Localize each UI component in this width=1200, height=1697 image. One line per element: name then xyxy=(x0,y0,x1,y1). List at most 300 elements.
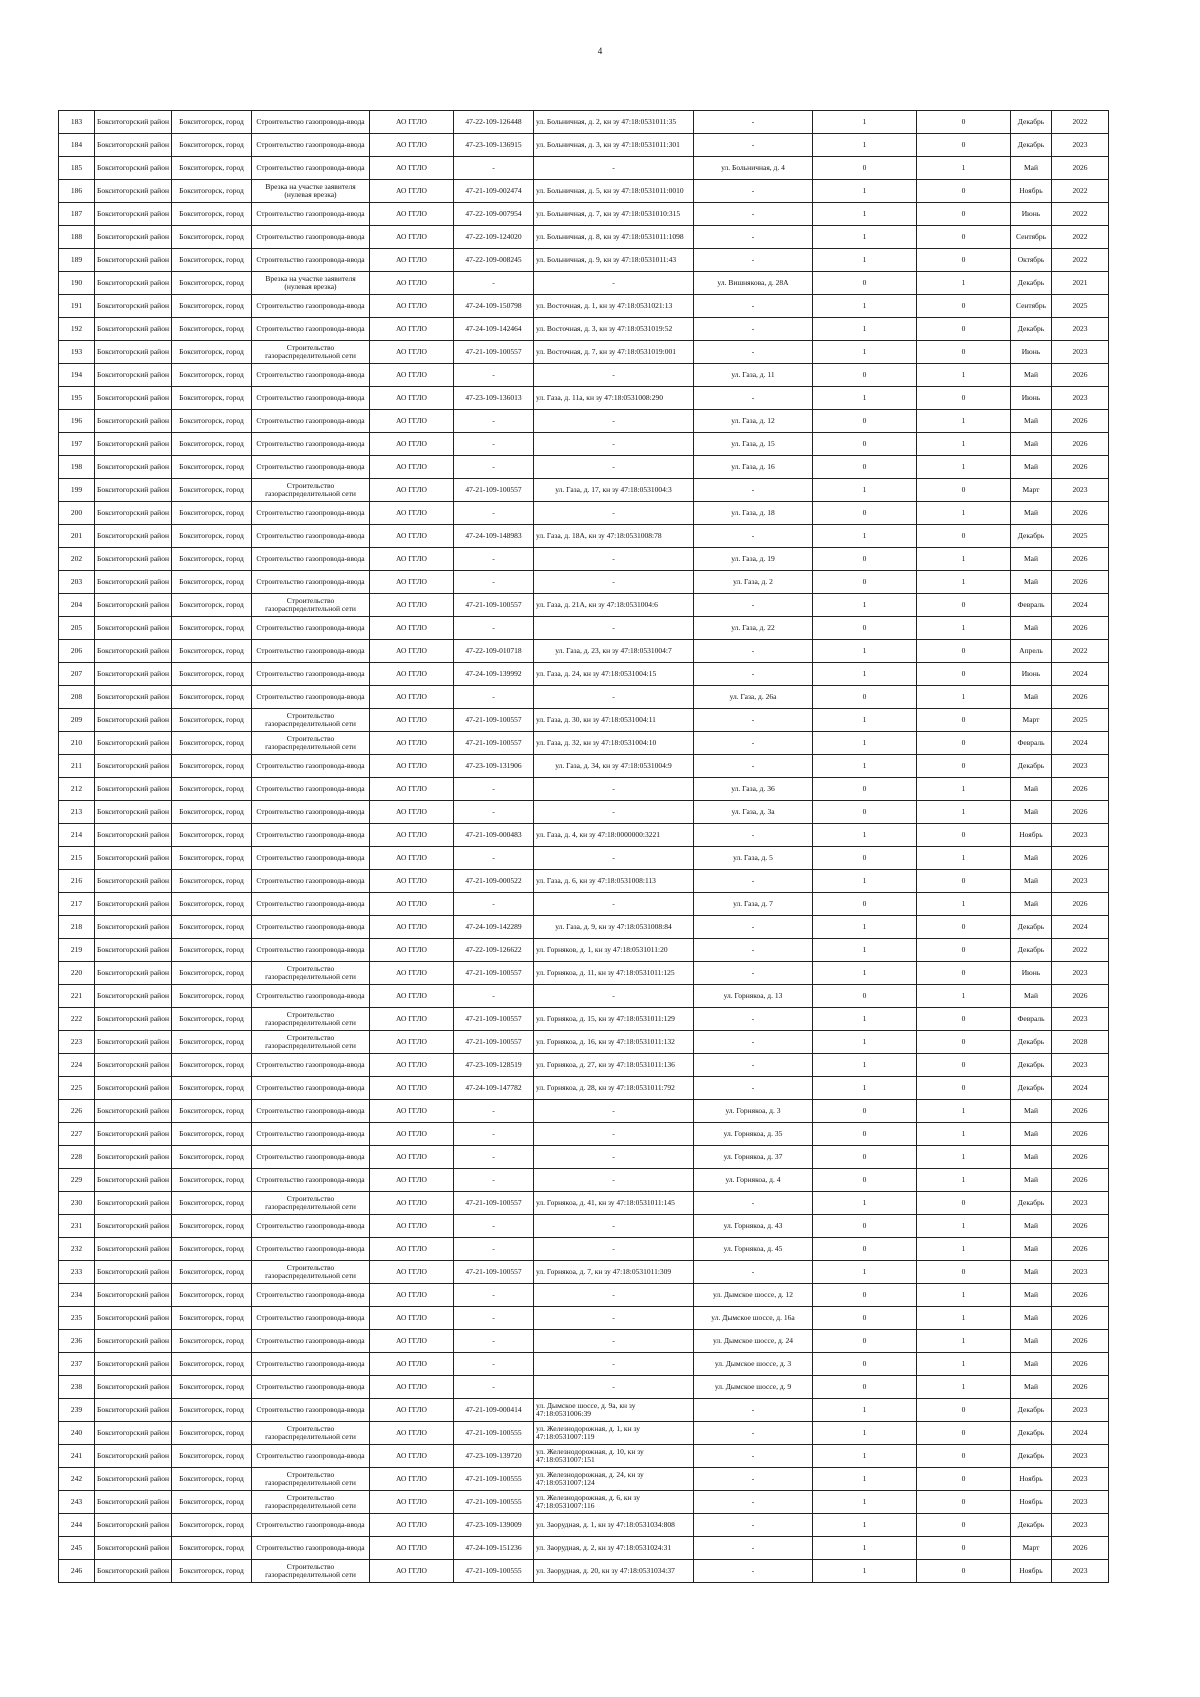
district-cell: Бокситогорский район xyxy=(95,111,172,134)
organization-cell: АО ГГЛО xyxy=(370,387,454,410)
count-b-cell: 0 xyxy=(917,318,1011,341)
cadastral-address-cell: - xyxy=(534,272,694,295)
table-row xyxy=(59,732,1109,755)
district-cell: Бокситогорский район xyxy=(95,732,172,755)
table-row xyxy=(59,180,1109,203)
application-number-cell: 47-21-109-100555 xyxy=(454,1560,534,1583)
cadastral-address-cell: - xyxy=(534,502,694,525)
address-cell: - xyxy=(694,525,813,548)
work-type-cell: Строительство газопровода-ввода xyxy=(252,755,370,778)
table-row xyxy=(59,249,1109,272)
count-b-cell: 0 xyxy=(917,640,1011,663)
count-a-cell: 0 xyxy=(813,1330,917,1353)
organization-cell: АО ГГЛО xyxy=(370,341,454,364)
row-number: 183 xyxy=(59,111,95,134)
year-cell: 2023 xyxy=(1052,1192,1109,1215)
year-cell: 2026 xyxy=(1052,893,1109,916)
month-cell: Сентябрь xyxy=(1011,226,1052,249)
settlement-cell: Бокситогорск, город xyxy=(172,203,252,226)
work-type-cell: Строительство газопровода-ввода xyxy=(252,1514,370,1537)
count-b-cell: 1 xyxy=(917,571,1011,594)
count-a-cell: 0 xyxy=(813,1238,917,1261)
address-cell: - xyxy=(694,939,813,962)
count-b-cell: 1 xyxy=(917,1307,1011,1330)
cadastral-address-cell: - xyxy=(534,157,694,180)
work-type-cell: Строительство газопровода-ввода xyxy=(252,433,370,456)
month-cell: Май xyxy=(1011,571,1052,594)
organization-cell: АО ГГЛО xyxy=(370,686,454,709)
district-cell: Бокситогорский район xyxy=(95,1054,172,1077)
application-number-cell: - xyxy=(454,1215,534,1238)
month-cell: Февраль xyxy=(1011,1008,1052,1031)
district-cell: Бокситогорский район xyxy=(95,1399,172,1422)
application-number-cell: - xyxy=(454,157,534,180)
district-cell: Бокситогорский район xyxy=(95,502,172,525)
count-a-cell: 1 xyxy=(813,318,917,341)
count-b-cell: 1 xyxy=(917,1376,1011,1399)
address-cell: - xyxy=(694,1008,813,1031)
settlement-cell: Бокситогорск, город xyxy=(172,1192,252,1215)
organization-cell: АО ГГЛО xyxy=(370,1169,454,1192)
count-a-cell: 0 xyxy=(813,571,917,594)
work-type-cell: Строительство газопровода-ввода xyxy=(252,686,370,709)
district-cell: Бокситогорский район xyxy=(95,341,172,364)
count-a-cell: 1 xyxy=(813,479,917,502)
count-b-cell: 0 xyxy=(917,226,1011,249)
district-cell: Бокситогорский район xyxy=(95,801,172,824)
year-cell: 2026 xyxy=(1052,1307,1109,1330)
table-row xyxy=(59,1468,1109,1491)
year-cell: 2026 xyxy=(1052,456,1109,479)
address-cell: ул. Больничная, д. 4 xyxy=(694,157,813,180)
year-cell: 2026 xyxy=(1052,847,1109,870)
organization-cell: АО ГГЛО xyxy=(370,295,454,318)
organization-cell: АО ГГЛО xyxy=(370,824,454,847)
row-number: 210 xyxy=(59,732,95,755)
organization-cell: АО ГГЛО xyxy=(370,1491,454,1514)
year-cell: 2025 xyxy=(1052,709,1109,732)
count-a-cell: 1 xyxy=(813,1537,917,1560)
month-cell: Сентябрь xyxy=(1011,295,1052,318)
organization-cell: АО ГГЛО xyxy=(370,1399,454,1422)
count-b-cell: 0 xyxy=(917,939,1011,962)
row-number: 246 xyxy=(59,1560,95,1583)
cadastral-address-cell: ул. Заорудная, д. 20, кн зу 47:18:0531034:37 xyxy=(534,1560,694,1583)
count-a-cell: 1 xyxy=(813,939,917,962)
count-a-cell: 1 xyxy=(813,663,917,686)
application-number-cell: - xyxy=(454,1146,534,1169)
address-cell: ул. Дымское шоссе, д. 12 xyxy=(694,1284,813,1307)
year-cell: 2023 xyxy=(1052,134,1109,157)
work-type-cell: Строительство газопровода-ввода xyxy=(252,617,370,640)
application-number-cell: - xyxy=(454,617,534,640)
count-b-cell: 1 xyxy=(917,1215,1011,1238)
table-row xyxy=(59,203,1109,226)
application-number-cell: 47-21-109-100557 xyxy=(454,1031,534,1054)
work-type-cell: Строительство газопровода-ввода xyxy=(252,1238,370,1261)
cadastral-address-cell: - xyxy=(534,985,694,1008)
work-type-cell: Строительство газопровода-ввода xyxy=(252,1284,370,1307)
cadastral-address-cell: ул. Газа, д. 4, кн зу 47:18:0000000:3221 xyxy=(534,824,694,847)
cadastral-address-cell: ул. Газа, д. 24, кн зу 47:18:0531004:15 xyxy=(534,663,694,686)
row-number: 224 xyxy=(59,1054,95,1077)
row-number: 196 xyxy=(59,410,95,433)
address-cell: ул. Дымское шоссе, д. 9 xyxy=(694,1376,813,1399)
work-type-cell: Строительство газопровода-ввода xyxy=(252,1376,370,1399)
month-cell: Декабрь xyxy=(1011,1031,1052,1054)
cadastral-address-cell: ул. Газа, д. 11а, кн зу 47:18:0531008:290 xyxy=(534,387,694,410)
month-cell: Декабрь xyxy=(1011,755,1052,778)
district-cell: Бокситогорский район xyxy=(95,1560,172,1583)
organization-cell: АО ГГЛО xyxy=(370,180,454,203)
table-row xyxy=(59,1284,1109,1307)
cadastral-address-cell: - xyxy=(534,548,694,571)
month-cell: Май xyxy=(1011,502,1052,525)
year-cell: 2026 xyxy=(1052,364,1109,387)
application-number-cell: 47-21-109-000522 xyxy=(454,870,534,893)
row-number: 186 xyxy=(59,180,95,203)
organization-cell: АО ГГЛО xyxy=(370,1054,454,1077)
month-cell: Май xyxy=(1011,456,1052,479)
month-cell: Май xyxy=(1011,617,1052,640)
month-cell: Февраль xyxy=(1011,732,1052,755)
application-number-cell: 47-21-109-100557 xyxy=(454,341,534,364)
month-cell: Декабрь xyxy=(1011,916,1052,939)
application-number-cell: 47-22-109-126448 xyxy=(454,111,534,134)
organization-cell: АО ГГЛО xyxy=(370,939,454,962)
count-a-cell: 0 xyxy=(813,686,917,709)
count-a-cell: 0 xyxy=(813,364,917,387)
district-cell: Бокситогорский район xyxy=(95,1491,172,1514)
settlement-cell: Бокситогорск, город xyxy=(172,410,252,433)
application-number-cell: - xyxy=(454,502,534,525)
settlement-cell: Бокситогорск, город xyxy=(172,1422,252,1445)
table-row xyxy=(59,1445,1109,1468)
cadastral-address-cell: ул. Восточная, д. 3, кн зу 47:18:0531019:52 xyxy=(534,318,694,341)
count-b-cell: 0 xyxy=(917,594,1011,617)
work-type-cell: Строительство газопровода-ввода xyxy=(252,525,370,548)
count-a-cell: 0 xyxy=(813,1146,917,1169)
count-a-cell: 0 xyxy=(813,548,917,571)
table-row xyxy=(59,1330,1109,1353)
row-number: 213 xyxy=(59,801,95,824)
cadastral-address-cell: ул. Горнякоа, д. 16, кн зу 47:18:0531011:132 xyxy=(534,1031,694,1054)
application-number-cell: - xyxy=(454,686,534,709)
organization-cell: АО ГГЛО xyxy=(370,571,454,594)
cadastral-address-cell: - xyxy=(534,571,694,594)
work-type-cell: Строительство газопровода-ввода xyxy=(252,1307,370,1330)
address-cell: - xyxy=(694,1399,813,1422)
month-cell: Май xyxy=(1011,778,1052,801)
address-cell: - xyxy=(694,870,813,893)
row-number: 208 xyxy=(59,686,95,709)
district-cell: Бокситогорский район xyxy=(95,916,172,939)
year-cell: 2026 xyxy=(1052,571,1109,594)
year-cell: 2026 xyxy=(1052,433,1109,456)
count-b-cell: 0 xyxy=(917,111,1011,134)
address-cell: - xyxy=(694,916,813,939)
month-cell: Декабрь xyxy=(1011,939,1052,962)
district-cell: Бокситогорский район xyxy=(95,295,172,318)
address-cell: ул. Горнякоа, д. 37 xyxy=(694,1146,813,1169)
table-row xyxy=(59,916,1109,939)
month-cell: Декабрь xyxy=(1011,1077,1052,1100)
address-cell: ул. Газа, д. 36 xyxy=(694,778,813,801)
organization-cell: АО ГГЛО xyxy=(370,1560,454,1583)
count-b-cell: 1 xyxy=(917,502,1011,525)
settlement-cell: Бокситогорск, город xyxy=(172,939,252,962)
month-cell: Ноябрь xyxy=(1011,1491,1052,1514)
table-row xyxy=(59,686,1109,709)
application-number-cell: 47-22-109-007954 xyxy=(454,203,534,226)
settlement-cell: Бокситогорск, город xyxy=(172,1031,252,1054)
address-cell: ул. Горнякоа, д. 35 xyxy=(694,1123,813,1146)
year-cell: 2024 xyxy=(1052,1077,1109,1100)
address-cell: ул. Газа, д. 5 xyxy=(694,847,813,870)
organization-cell: АО ГГЛО xyxy=(370,1307,454,1330)
work-type-cell: Строительство газопровода-ввода xyxy=(252,663,370,686)
work-type-cell: Строительство газопровода-ввода xyxy=(252,640,370,663)
table-row xyxy=(59,617,1109,640)
cadastral-address-cell: ул. Газа, д. 30, кн зу 47:18:0531004:11 xyxy=(534,709,694,732)
cadastral-address-cell: - xyxy=(534,893,694,916)
count-a-cell: 0 xyxy=(813,433,917,456)
organization-cell: АО ГГЛО xyxy=(370,203,454,226)
count-a-cell: 1 xyxy=(813,870,917,893)
work-type-cell: Строительство газопровода-ввода xyxy=(252,548,370,571)
month-cell: Март xyxy=(1011,1537,1052,1560)
table-row xyxy=(59,1077,1109,1100)
address-cell: - xyxy=(694,1031,813,1054)
district-cell: Бокситогорский район xyxy=(95,433,172,456)
table-row xyxy=(59,1514,1109,1537)
count-b-cell: 0 xyxy=(917,916,1011,939)
work-type-cell: Строительство газопровода-ввода xyxy=(252,318,370,341)
cadastral-address-cell: ул. Больничная, д. 9, кн зу 47:18:0531011:43 xyxy=(534,249,694,272)
address-cell: - xyxy=(694,341,813,364)
table-row xyxy=(59,1169,1109,1192)
district-cell: Бокситогорский район xyxy=(95,1261,172,1284)
work-type-cell: Строительство газораспределительной сети xyxy=(252,709,370,732)
table-row xyxy=(59,456,1109,479)
year-cell: 2026 xyxy=(1052,801,1109,824)
month-cell: Декабрь xyxy=(1011,111,1052,134)
application-number-cell: - xyxy=(454,778,534,801)
organization-cell: АО ГГЛО xyxy=(370,1215,454,1238)
year-cell: 2026 xyxy=(1052,1537,1109,1560)
settlement-cell: Бокситогорск, город xyxy=(172,1560,252,1583)
district-cell: Бокситогорский район xyxy=(95,548,172,571)
table-row xyxy=(59,548,1109,571)
count-b-cell: 1 xyxy=(917,1100,1011,1123)
cadastral-address-cell: - xyxy=(534,617,694,640)
application-number-cell: 47-24-109-147782 xyxy=(454,1077,534,1100)
month-cell: Май xyxy=(1011,1376,1052,1399)
settlement-cell: Бокситогорск, город xyxy=(172,456,252,479)
settlement-cell: Бокситогорск, город xyxy=(172,1491,252,1514)
year-cell: 2023 xyxy=(1052,962,1109,985)
address-cell: - xyxy=(694,1192,813,1215)
address-cell: - xyxy=(694,1261,813,1284)
settlement-cell: Бокситогорск, город xyxy=(172,1238,252,1261)
row-number: 239 xyxy=(59,1399,95,1422)
work-type-cell: Строительство газораспределительной сети xyxy=(252,594,370,617)
count-b-cell: 1 xyxy=(917,364,1011,387)
cadastral-address-cell: - xyxy=(534,686,694,709)
row-number: 218 xyxy=(59,916,95,939)
month-cell: Май xyxy=(1011,1284,1052,1307)
address-cell: ул. Газа, д. 22 xyxy=(694,617,813,640)
address-cell: ул. Горнякоа, д. 45 xyxy=(694,1238,813,1261)
address-cell: ул. Горнякоа, д. 43 xyxy=(694,1215,813,1238)
application-number-cell: - xyxy=(454,548,534,571)
row-number: 211 xyxy=(59,755,95,778)
count-b-cell: 0 xyxy=(917,387,1011,410)
row-number: 203 xyxy=(59,571,95,594)
count-b-cell: 0 xyxy=(917,962,1011,985)
row-number: 212 xyxy=(59,778,95,801)
year-cell: 2026 xyxy=(1052,686,1109,709)
cadastral-address-cell: - xyxy=(534,778,694,801)
year-cell: 2023 xyxy=(1052,1560,1109,1583)
table-row xyxy=(59,502,1109,525)
organization-cell: АО ГГЛО xyxy=(370,663,454,686)
row-number: 220 xyxy=(59,962,95,985)
settlement-cell: Бокситогорск, город xyxy=(172,916,252,939)
cadastral-address-cell: ул. Горнякоа, д. 28, кн зу 47:18:0531011:792 xyxy=(534,1077,694,1100)
row-number: 205 xyxy=(59,617,95,640)
district-cell: Бокситогорский район xyxy=(95,180,172,203)
application-number-cell: 47-21-109-100557 xyxy=(454,1192,534,1215)
district-cell: Бокситогорский район xyxy=(95,318,172,341)
settlement-cell: Бокситогорск, город xyxy=(172,548,252,571)
table-row xyxy=(59,318,1109,341)
district-cell: Бокситогорский район xyxy=(95,525,172,548)
settlement-cell: Бокситогорск, город xyxy=(172,594,252,617)
count-b-cell: 0 xyxy=(917,203,1011,226)
count-a-cell: 1 xyxy=(813,1054,917,1077)
year-cell: 2024 xyxy=(1052,732,1109,755)
organization-cell: АО ГГЛО xyxy=(370,617,454,640)
work-type-cell: Строительство газопровода-ввода xyxy=(252,824,370,847)
row-number: 229 xyxy=(59,1169,95,1192)
count-b-cell: 1 xyxy=(917,1284,1011,1307)
organization-cell: АО ГГЛО xyxy=(370,548,454,571)
settlement-cell: Бокситогорск, город xyxy=(172,272,252,295)
page-number: 4 xyxy=(597,46,603,56)
organization-cell: АО ГГЛО xyxy=(370,1445,454,1468)
table-row xyxy=(59,1376,1109,1399)
organization-cell: АО ГГЛО xyxy=(370,1261,454,1284)
application-number-cell: - xyxy=(454,1330,534,1353)
row-number: 225 xyxy=(59,1077,95,1100)
month-cell: Май xyxy=(1011,686,1052,709)
count-a-cell: 1 xyxy=(813,1422,917,1445)
count-a-cell: 0 xyxy=(813,1169,917,1192)
settlement-cell: Бокситогорск, город xyxy=(172,617,252,640)
address-cell: - xyxy=(694,1422,813,1445)
row-number: 243 xyxy=(59,1491,95,1514)
cadastral-address-cell: - xyxy=(534,364,694,387)
work-type-cell: Строительство газопровода-ввода xyxy=(252,157,370,180)
application-number-cell: 47-21-109-100557 xyxy=(454,594,534,617)
district-cell: Бокситогорский район xyxy=(95,1284,172,1307)
work-type-cell: Строительство газопровода-ввода xyxy=(252,249,370,272)
settlement-cell: Бокситогорск, город xyxy=(172,1353,252,1376)
cadastral-address-cell: ул. Газа, д. 6, кн зу 47:18:0531008:113 xyxy=(534,870,694,893)
count-a-cell: 1 xyxy=(813,755,917,778)
month-cell: Февраль xyxy=(1011,594,1052,617)
cadastral-address-cell: - xyxy=(534,1284,694,1307)
table-row xyxy=(59,1146,1109,1169)
table-row xyxy=(59,824,1109,847)
cadastral-address-cell: ул. Газа, д. 18А, кн зу 47:18:0531008:78 xyxy=(534,525,694,548)
settlement-cell: Бокситогорск, город xyxy=(172,1445,252,1468)
month-cell: Май xyxy=(1011,410,1052,433)
year-cell: 2026 xyxy=(1052,617,1109,640)
count-a-cell: 1 xyxy=(813,1560,917,1583)
count-b-cell: 1 xyxy=(917,433,1011,456)
month-cell: Май xyxy=(1011,1261,1052,1284)
settlement-cell: Бокситогорск, город xyxy=(172,433,252,456)
cadastral-address-cell: ул. Газа, д. 21А, кн зу 47:18:0531004:6 xyxy=(534,594,694,617)
address-cell: - xyxy=(694,1445,813,1468)
cadastral-address-cell: ул. Горнякоа, д. 15, кн зу 47:18:0531011:129 xyxy=(534,1008,694,1031)
address-cell: - xyxy=(694,640,813,663)
count-a-cell: 1 xyxy=(813,709,917,732)
address-cell: - xyxy=(694,387,813,410)
application-number-cell: - xyxy=(454,364,534,387)
application-number-cell: - xyxy=(454,1100,534,1123)
address-cell: ул. Горнякоа, д. 3 xyxy=(694,1100,813,1123)
district-cell: Бокситогорский район xyxy=(95,1238,172,1261)
work-type-cell: Строительство газораспределительной сети xyxy=(252,1031,370,1054)
year-cell: 2023 xyxy=(1052,1445,1109,1468)
work-type-cell: Строительство газопровода-ввода xyxy=(252,1330,370,1353)
organization-cell: АО ГГЛО xyxy=(370,502,454,525)
district-cell: Бокситогорский район xyxy=(95,1146,172,1169)
settlement-cell: Бокситогорск, город xyxy=(172,663,252,686)
district-cell: Бокситогорский район xyxy=(95,1514,172,1537)
district-cell: Бокситогорский район xyxy=(95,962,172,985)
district-cell: Бокситогорский район xyxy=(95,1123,172,1146)
work-type-cell: Строительство газораспределительной сети xyxy=(252,1468,370,1491)
row-number: 216 xyxy=(59,870,95,893)
district-cell: Бокситогорский район xyxy=(95,686,172,709)
month-cell: Декабрь xyxy=(1011,1054,1052,1077)
work-type-cell: Строительство газопровода-ввода xyxy=(252,1537,370,1560)
settlement-cell: Бокситогорск, город xyxy=(172,525,252,548)
month-cell: Май xyxy=(1011,1215,1052,1238)
cadastral-address-cell: ул. Железнодорожная, д. 1, кн зу 47:18:0531007:119 xyxy=(534,1422,694,1445)
settlement-cell: Бокситогорск, город xyxy=(172,1146,252,1169)
work-type-cell: Строительство газопровода-ввода xyxy=(252,387,370,410)
year-cell: 2023 xyxy=(1052,318,1109,341)
table-body xyxy=(59,111,1109,1583)
address-cell: - xyxy=(694,1514,813,1537)
table-row xyxy=(59,1353,1109,1376)
table-row xyxy=(59,134,1109,157)
table-row xyxy=(59,364,1109,387)
year-cell: 2022 xyxy=(1052,939,1109,962)
year-cell: 2026 xyxy=(1052,1146,1109,1169)
district-cell: Бокситогорский район xyxy=(95,1215,172,1238)
count-a-cell: 0 xyxy=(813,1215,917,1238)
count-b-cell: 0 xyxy=(917,1077,1011,1100)
application-number-cell: - xyxy=(454,1238,534,1261)
work-type-cell: Строительство газопровода-ввода xyxy=(252,1399,370,1422)
application-number-cell: 47-23-109-128519 xyxy=(454,1054,534,1077)
